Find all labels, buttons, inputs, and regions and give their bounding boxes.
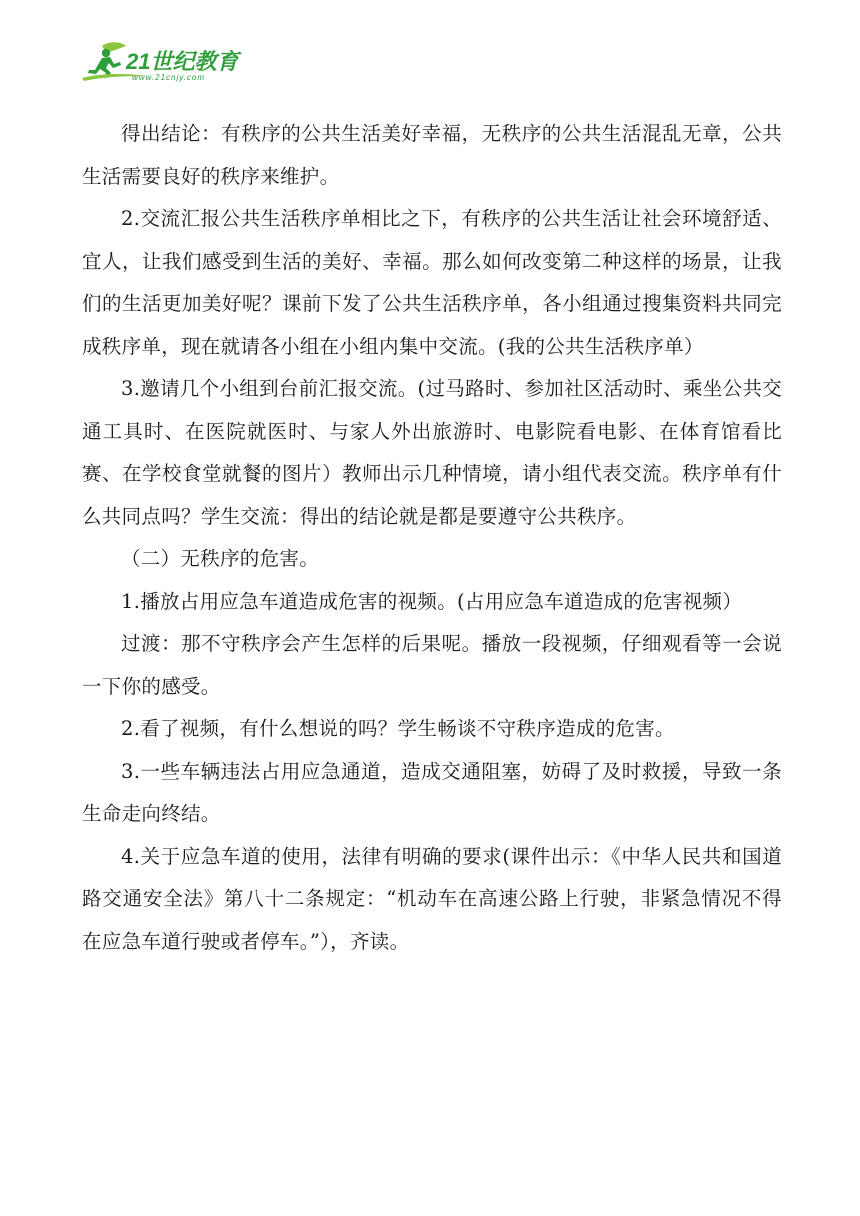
paragraph-conclusion: 得出结论：有秩序的公共生活美好幸福，无秩序的公共生活混乱无章，公共生活需要良好的秩序来维护。: [82, 122, 782, 188]
brand-logo: [80, 40, 260, 84]
paragraph-video-2: 2.看了视频，有什么想说的吗？学生畅谈不守秩序造成的危害。: [121, 717, 675, 740]
runner-logo-icon: [80, 40, 260, 84]
paragraph-law: 4.关于应急车道的使用，法律有明确的要求(课件出示：《中华人民共和国道路交通安全法》第八十二条规定：“机动车在高速公路上行驶，非紧急情况不得在应急车道行驶或者停车。”），齐读。: [82, 844, 782, 953]
paragraph-step-3: 3.邀请几个小组到台前汇报交流。(过马路时、参加社区活动时、乘坐公共交通工具时、在医院就医时、与家人外出旅游时、电影院看电影、在体育馆看比赛、在学校食堂就餐的图片）教师出示几种情境，请小组代表交流。秩序单有什么共同点吗？学生交流：得出的结论就是都是要遵守公共秩序。: [82, 377, 782, 528]
paragraph-transition: 过渡：那不守秩序会产生怎样的后果呢。播放一段视频，仔细观看等一会说一下你的感受。: [82, 632, 782, 698]
section-heading-2: （二）无秩序的危害。: [121, 547, 320, 570]
document-body: [82, 113, 782, 963]
logo-wordmark: 21世纪教育: [126, 49, 239, 74]
paragraph-video-3: 3.一些车辆违法占用应急通道，造成交通阻塞，妨碍了及时救援，导致一条生命走向终结。: [82, 759, 782, 825]
logo-url: www.21cnjy.com: [132, 73, 205, 82]
paragraph-video-1: 1.播放占用应急车道造成危害的视频。(占用应急车道造成的危害视频）: [121, 589, 743, 613]
paragraph-step-2: 2.交流汇报公共生活秩序单相比之下，有秩序的公共生活让社会环境舒适、宜人，让我们感受到生活的美好、幸福。那么如何改变第二种这样的场景，让我们的生活更加美好呢？课前下发了公共生活秩序单，各小组通过搜集资料共同完成秩序单，现在就请各小组在小组内集中交流。(我的公共生活秩序单）: [82, 207, 782, 358]
